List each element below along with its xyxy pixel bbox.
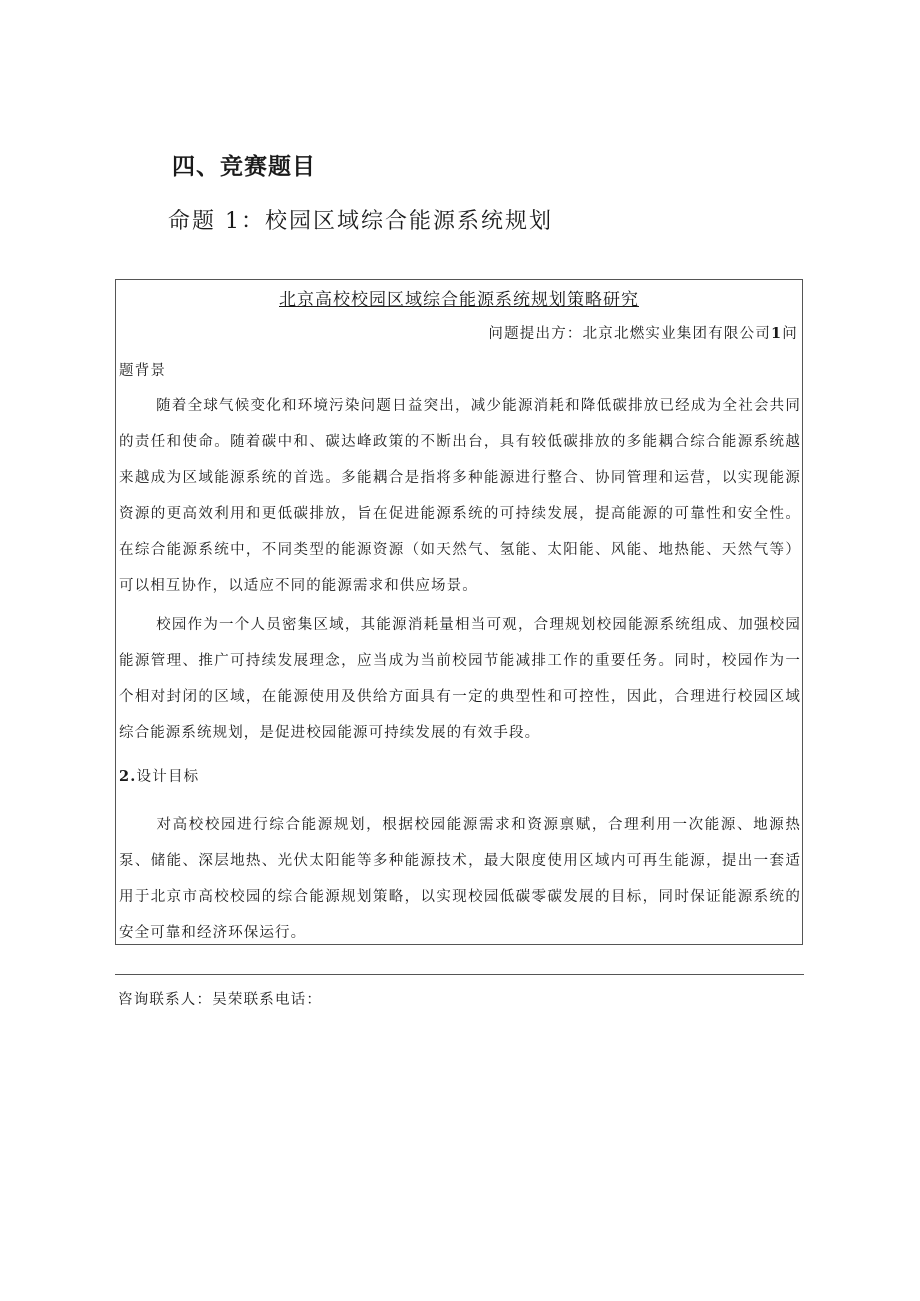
background-paragraph-1 xyxy=(119,388,801,604)
background-heading: 题背景 xyxy=(119,363,167,379)
goal-heading xyxy=(119,765,199,786)
goal-heading-text: 设计目标 xyxy=(136,769,200,785)
section-title: 四、竞赛题目 xyxy=(172,154,316,180)
proposer-tail: 问 xyxy=(782,326,798,342)
section-number: 1 xyxy=(771,325,783,342)
problem-title: 北京高校校园区域综合能源系统规划策略研究 xyxy=(279,290,639,310)
goal-number: 2. xyxy=(119,768,137,785)
divider xyxy=(115,974,804,975)
goal-paragraph xyxy=(119,807,801,951)
problem-box xyxy=(115,279,803,945)
proposer-line xyxy=(488,322,798,343)
proposition-title: 命题 1：校园区域综合能源系统规划 xyxy=(168,209,553,234)
paragraph-3-text: 对高校校园进行综合能源规划，根据校园能源需求和资源禀赋，合理利用一次能源、地源热泵、储能、深层地热、光伏太阳能等多种能源技术，最大限度使用区域内可再生能源，提出一套适用于北京市高校校园的综合能源规划策略，以实现校园低碳零碳发展的目标，同时保证能源系统的安全可靠和经济环保运行。 xyxy=(119,817,801,941)
paragraph-1-text: 随着全球气候变化和环境污染问题日益突出，减少能源消耗和降低碳排放已经成为全社会共同的责任和使命。随着碳中和、碳达峰政策的不断出台，具有较低碳排放的多能耦合综合能源系统越来越成为区域能源系统的首选。多能耦合是指将多种能源进行整合、协同管理和运营，以实现能源资源的更高效利用和更低碳排放，旨在促进能源系统的可持续发展，提高能源的可靠性和安全性。在综合能源系统中，不同类型的能源资源（如天然气、氢能、太阳能、风能、地热能、天然气等）可以相互协作，以适应不同的能源需求和供应场景。 xyxy=(119,398,801,594)
proposer-text: 问题提出方：北京北燃实业集团有限公司 xyxy=(488,326,771,342)
paragraph-2-text: 校园作为一个人员密集区域，其能源消耗量相当可观，合理规划校园能源系统组成、加强校园能源管理、推广可持续发展理念，应当成为当前校园节能减排工作的重要任务。同时，校园作为一个相对封闭的区域，在能源使用及供给方面具有一定的典型性和可控性，因此，合理进行校园区域综合能源系统规划，是促进校园能源可持续发展的有效手段。 xyxy=(119,617,801,741)
background-paragraph-2 xyxy=(119,607,801,751)
contact-line: 咨询联系人：吴荣联系电话： xyxy=(118,992,323,1008)
